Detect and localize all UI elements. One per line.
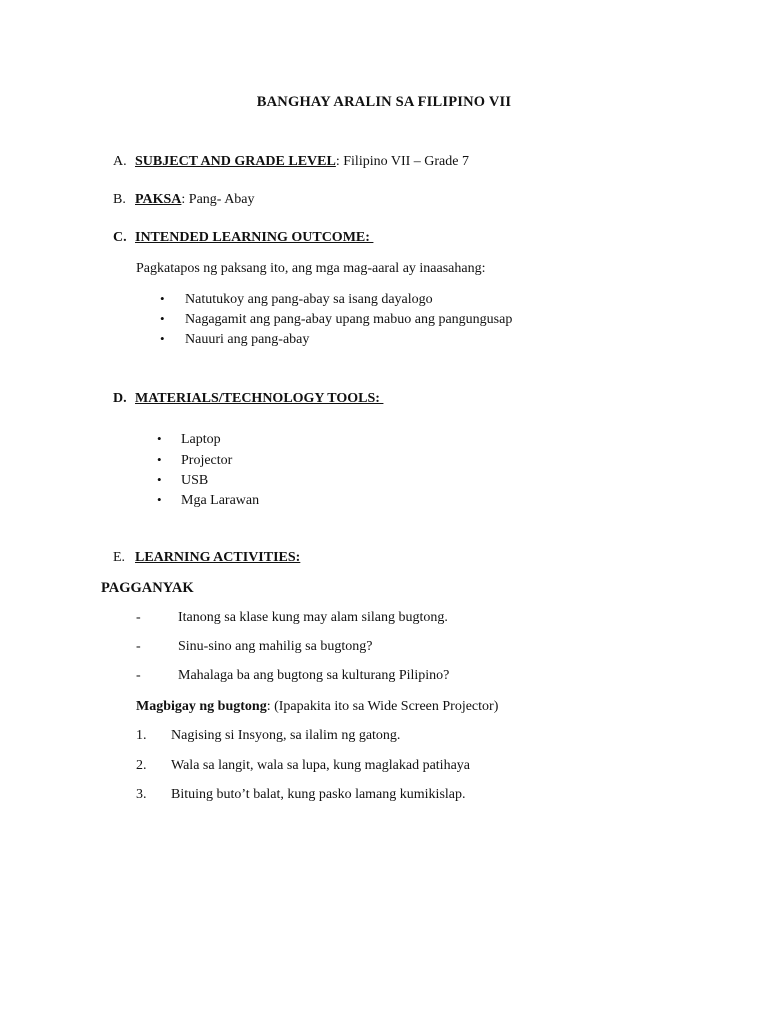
bullet-icon: • xyxy=(157,492,162,507)
list-item xyxy=(136,758,470,774)
section-b xyxy=(113,192,255,208)
bullet-icon: • xyxy=(157,431,162,446)
section-a-value: : Filipino VII – Grade 7 xyxy=(335,154,469,169)
list-item xyxy=(157,431,221,448)
riddle-text: Bituing buto’t balat, kung pasko lamang kumikislap. xyxy=(171,787,466,802)
list-item-text: Itanong sa klase kung may alam silang bugtong. xyxy=(178,610,448,625)
section-e-heading: LEARNING ACTIVITIES: xyxy=(135,550,301,565)
section-e xyxy=(113,550,300,566)
section-a-letter: A. xyxy=(113,154,127,169)
section-c-letter: C. xyxy=(113,230,127,245)
section-a xyxy=(113,154,469,170)
bugtong-note: : (Ipapakita ito sa Wide Screen Projector) xyxy=(266,699,499,714)
riddle-number: 3. xyxy=(136,787,147,802)
list-item xyxy=(160,311,512,328)
list-item-text: Mga Larawan xyxy=(181,493,260,508)
list-item xyxy=(136,668,449,684)
section-d-letter: D. xyxy=(113,391,127,406)
list-item-text: Sinu-sino ang mahilig sa bugtong? xyxy=(178,639,373,654)
list-item-text: Nagagamit ang pang-abay upang mabuo ang pangungusap xyxy=(185,312,513,327)
pagganyak-heading: PAGGANYAK xyxy=(101,580,194,596)
list-item-text: Nauuri ang pang-abay xyxy=(185,332,310,347)
list-item xyxy=(136,639,372,655)
section-d-heading: MATERIALS/TECHNOLOGY TOOLS: xyxy=(135,391,384,406)
list-item xyxy=(160,291,433,308)
list-item-text: Mahalaga ba ang bugtong sa kulturang Pilipino? xyxy=(178,668,450,683)
dash-marker: - xyxy=(136,639,141,654)
list-item xyxy=(157,472,208,489)
bugtong-line xyxy=(136,699,498,715)
section-b-letter: B. xyxy=(113,192,126,207)
section-b-heading: PAKSA xyxy=(135,192,182,207)
bullet-icon: • xyxy=(160,311,165,326)
bullet-icon: • xyxy=(160,331,165,346)
riddle-number: 2. xyxy=(136,758,147,773)
section-d xyxy=(113,391,383,407)
list-item-text: USB xyxy=(181,473,209,488)
list-item xyxy=(157,492,259,509)
section-c-intro: Pagkatapos ng paksang ito, ang mga mag-aaral ay inaasahang: xyxy=(136,261,486,276)
list-item-text: Laptop xyxy=(181,432,221,447)
list-item xyxy=(136,728,400,744)
bullet-icon: • xyxy=(160,291,165,306)
section-a-heading: SUBJECT AND GRADE LEVEL xyxy=(135,154,336,169)
dash-marker: - xyxy=(136,610,141,625)
bullet-icon: • xyxy=(157,452,162,467)
list-item xyxy=(157,452,232,469)
document-title: BANGHAY ARALIN SA FILIPINO VII xyxy=(256,94,512,110)
dash-marker: - xyxy=(136,668,141,683)
riddle-text: Nagising si Insyong, sa ilalim ng gatong. xyxy=(171,728,401,743)
list-item xyxy=(160,331,309,348)
section-e-letter: E. xyxy=(113,550,126,565)
riddle-text: Wala sa langit, wala sa lupa, kung maglakad patihaya xyxy=(171,758,470,773)
bullet-icon: • xyxy=(157,472,162,487)
riddle-number: 1. xyxy=(136,728,147,743)
list-item-text: Projector xyxy=(181,453,233,468)
section-b-value: : Pang- Abay xyxy=(181,192,255,207)
bugtong-label: Magbigay ng bugtong xyxy=(136,699,267,714)
list-item-text: Natutukoy ang pang-abay sa isang dayalogo xyxy=(185,292,433,307)
section-c xyxy=(113,230,373,246)
list-item xyxy=(136,787,466,803)
section-c-heading: INTENDED LEARNING OUTCOME: xyxy=(135,230,374,245)
list-item xyxy=(136,610,448,626)
